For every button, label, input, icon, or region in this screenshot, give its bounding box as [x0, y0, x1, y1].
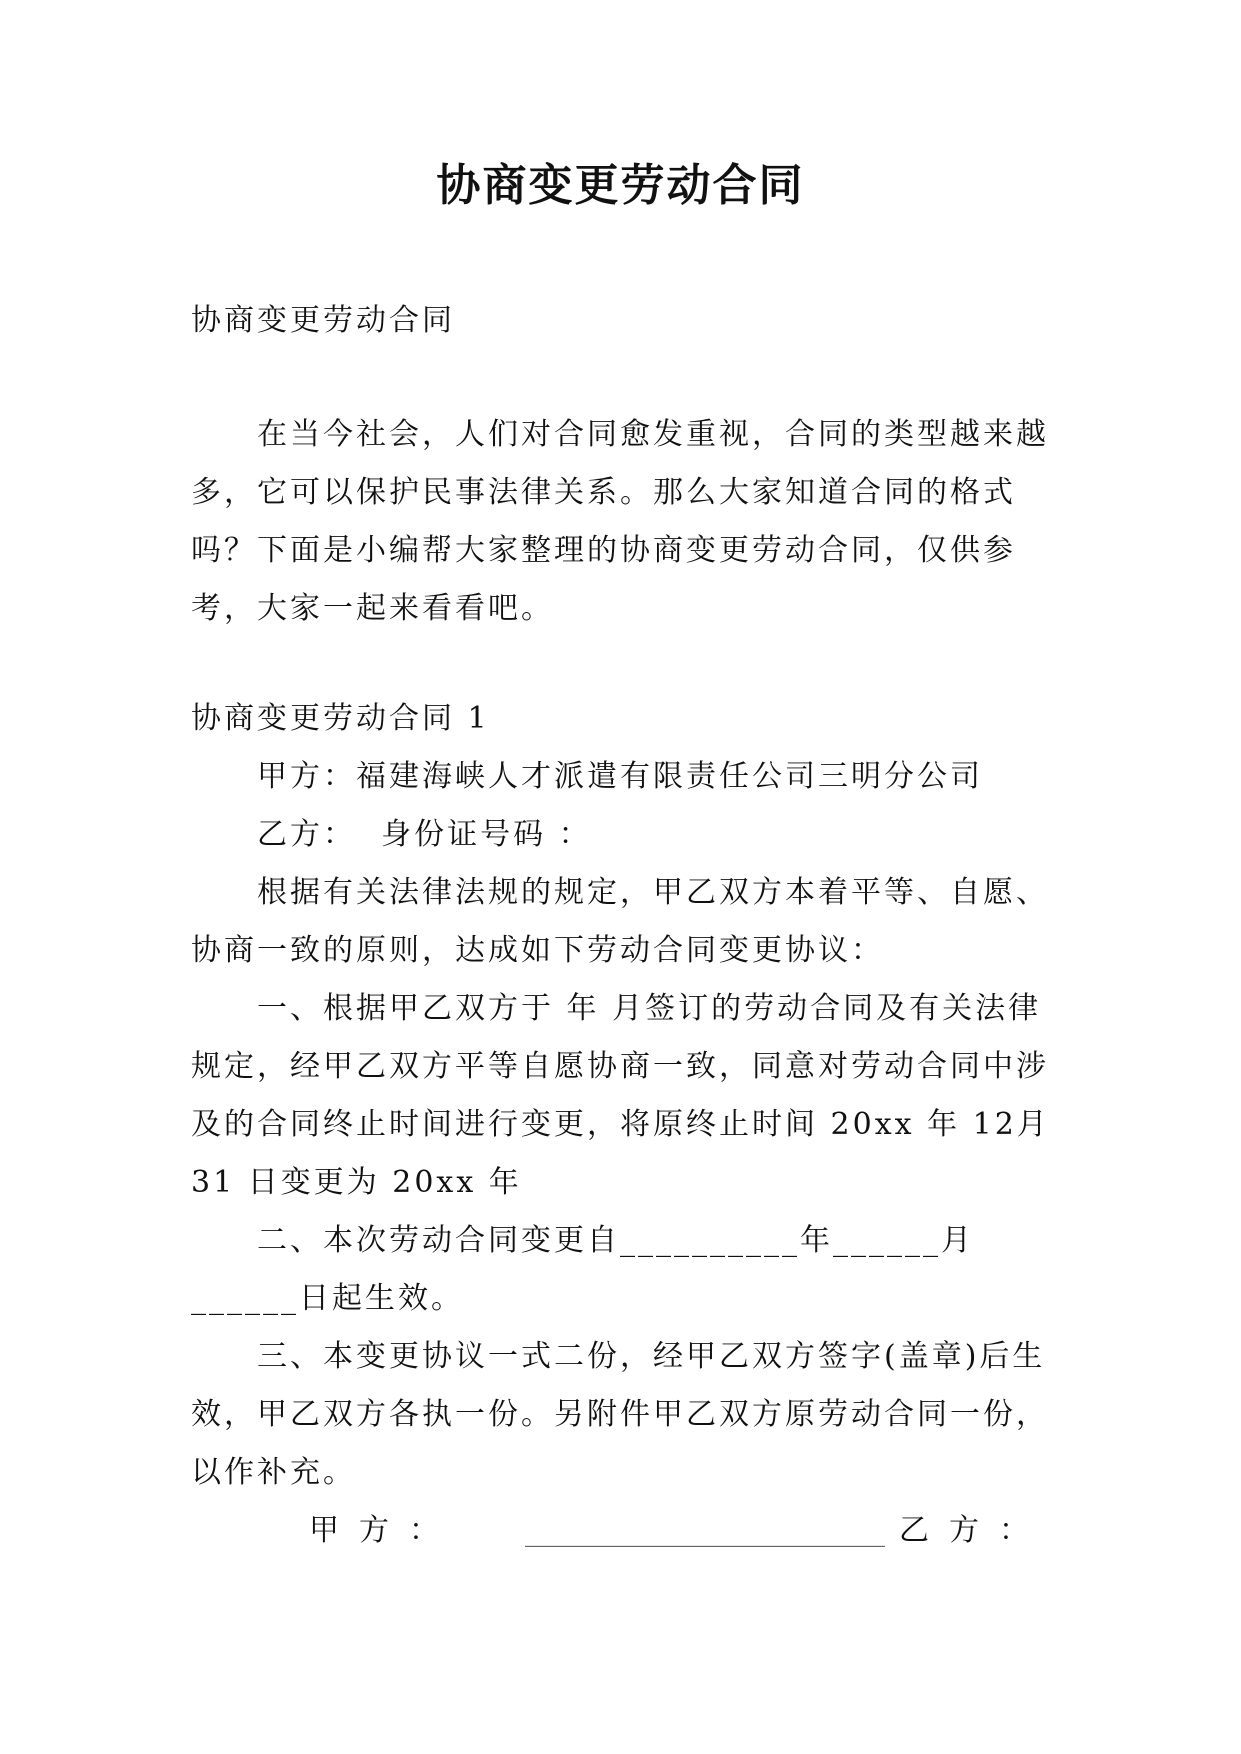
signature-line: ________________________ — [525, 1513, 885, 1548]
party-a-line: 甲方：福建海峡人才派遣有限责任公司三明分公司 — [257, 759, 983, 794]
document-subtitle: 协商变更劳动合同 — [191, 303, 455, 338]
clause-3: 三、本变更协议一式二份，经甲乙双方签字(盖章)后生效，甲乙双方各执一份。另附件甲乙双方原劳动合同一份，以作补充。 — [191, 1339, 1049, 1490]
section-title: 协商变更劳动合同 1 — [191, 701, 490, 736]
intro-paragraph: 在当今社会，人们对合同愈发重视，合同的类型越来越多，它可以保护民事法律关系。那么大家知道合同的格式吗？下面是小编帮大家整理的协商变更劳动合同，仅供参考，大家一起来看看吧。 — [191, 417, 1049, 626]
preamble-paragraph: 根据有关法律法规的规定，甲乙双方本着平等、自愿、协商一致的原则，达成如下劳动合同变更协议： — [191, 875, 1049, 968]
document-body — [191, 292, 1071, 1560]
signature-row — [191, 1502, 1071, 1560]
party-b-line: 乙方： 身份证号码 ： — [257, 817, 592, 852]
sign-party-a-label: 甲方： — [309, 1513, 459, 1548]
clause-1: 一、根据甲乙双方于 年 月签订的劳动合同及有关法律规定，经甲乙双方平等自愿协商一致，同意对劳动合同中涉及的合同终止时间进行变更，将原终止时间 20xx 年 12月 31 日变更为 20xx 年 — [191, 991, 1050, 1200]
clause-2: 二、本次劳动合同变更自__________年______月______日起生效。 — [191, 1223, 974, 1316]
sign-party-b-label: 乙方： — [899, 1513, 1049, 1548]
document-title: 协商变更劳动合同 — [436, 160, 805, 211]
